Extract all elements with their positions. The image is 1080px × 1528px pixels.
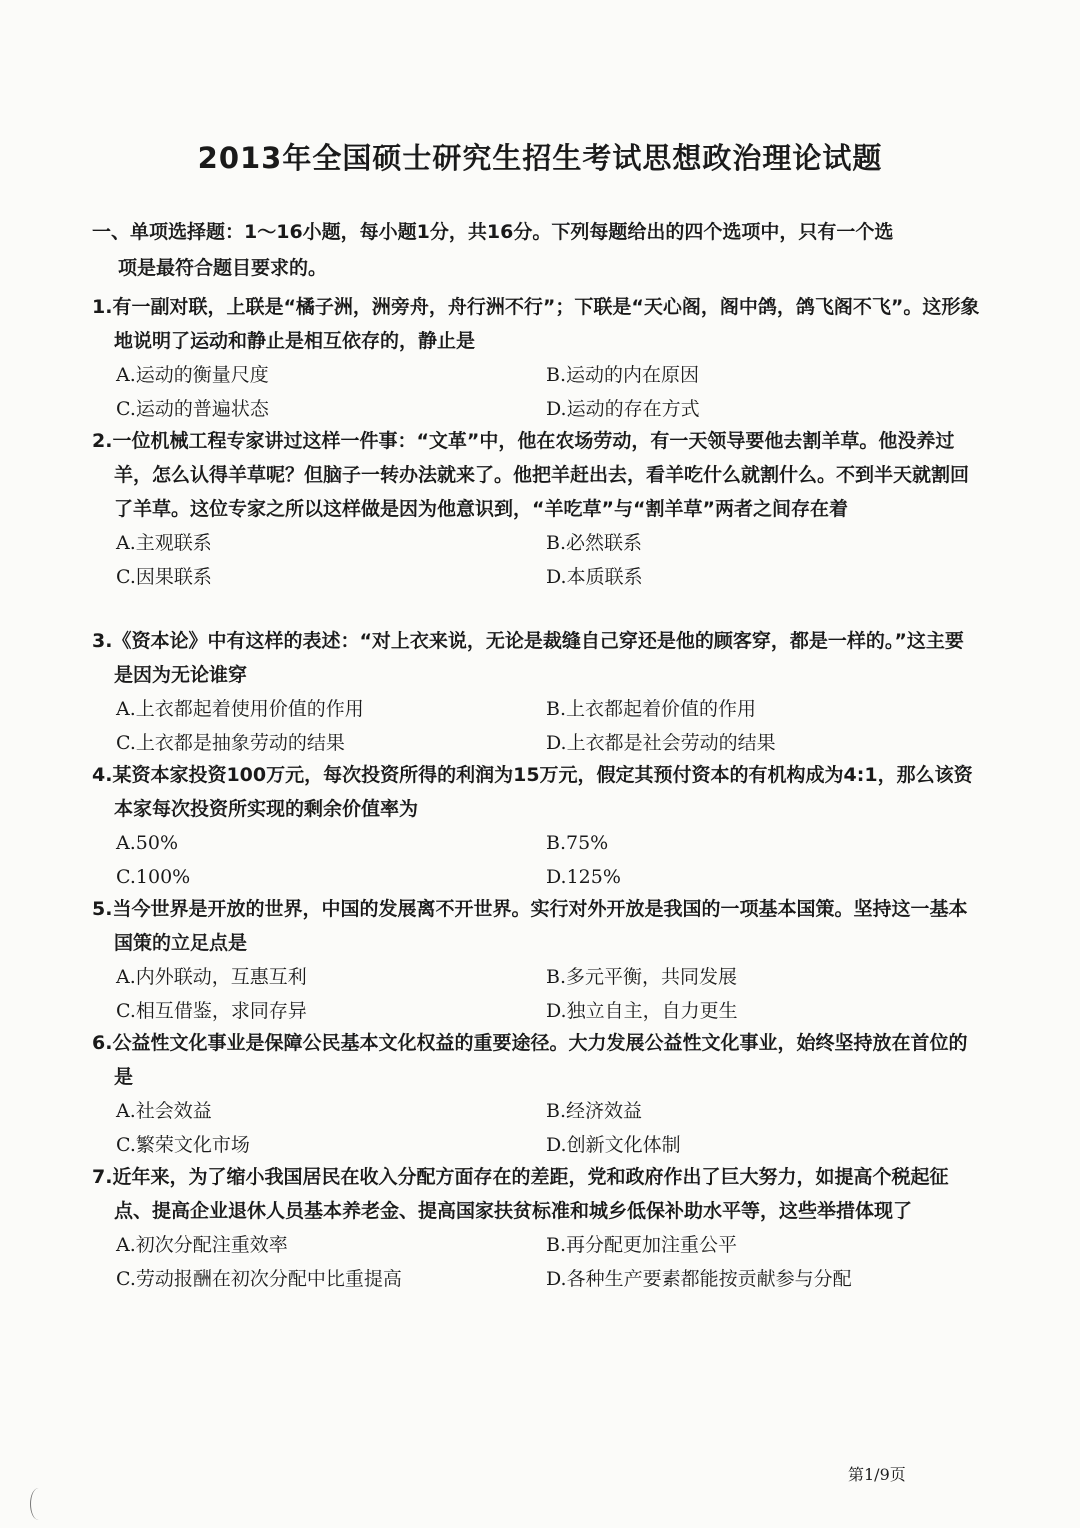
- option-d: D.创新文化体制: [546, 1134, 681, 1156]
- option-a: A.内外联动，互惠互利: [116, 966, 307, 988]
- section-heading-line1: 一、单项选择题：1～16小题，每小题1分，共16分。下列每题给出的四个选项中，只有一个选: [92, 221, 894, 243]
- question-stem: 2.一位机械工程专家讲过这样一件事：“文革”中，他在农场劳动，有一天领导要他去割羊草。他没养过羊，怎么认得羊草呢？但脑子一转办法就来了。他把羊赶出去，看羊吃什么就割什么。不到半天就割回了羊草。这位专家之所以这样做是因为他意识到，“羊吃草”与“割羊草”两者之间存在着: [92, 430, 970, 520]
- question-1: [92, 290, 982, 426]
- question-stem: 1.有一副对联，上联是“橘子洲，洲旁舟，舟行洲不行”；下联是“天心阁，阁中鸽，鸽飞阁不飞”。这形象地说明了运动和静止是相互依存的，静止是: [92, 296, 980, 352]
- option-b: B.75%: [546, 832, 609, 854]
- question-2: [92, 424, 982, 594]
- question-stem: 3.《资本论》中有这样的表述：“对上衣来说，无论是裁缝自己穿还是他的顾客穿，都是一样的。”这主要是因为无论谁穿: [92, 630, 964, 686]
- section-heading: [92, 214, 982, 286]
- option-c: C.运动的普遍状态: [116, 398, 269, 420]
- question-stem: 6.公益性文化事业是保障公民基本文化权益的重要途径。大力发展公益性文化事业，始终坚持放在首位的是: [92, 1032, 968, 1088]
- option-d: D.上衣都是社会劳动的结果: [546, 732, 776, 754]
- question-stem: 5.当今世界是开放的世界，中国的发展离不开世界。实行对外开放是我国的一项基本国策。坚持这一基本国策的立足点是: [92, 898, 968, 954]
- option-c: C.因果联系: [116, 566, 212, 588]
- question-stem: 4.某资本家投资100万元，每次投资所得的利润为15万元，假定其预付资本的有机构成为4:1，那么该资本家每次投资所实现的剩余价值率为: [92, 764, 973, 820]
- option-b: B.多元平衡，共同发展: [546, 966, 738, 988]
- option-d: D.独立自主，自力更生: [546, 1000, 738, 1022]
- option-c: C.上衣都是抽象劳动的结果: [116, 732, 345, 754]
- option-a: A.初次分配注重效率: [116, 1234, 288, 1256]
- option-a: A.运动的衡量尺度: [116, 364, 269, 386]
- option-c: C.相互借鉴，求同存异: [116, 1000, 307, 1022]
- question-5: [92, 892, 982, 1028]
- question-6: [92, 1026, 982, 1162]
- option-d: D.本质联系: [546, 566, 643, 588]
- option-b: B.经济效益: [546, 1100, 643, 1122]
- option-d: D.125%: [546, 866, 621, 888]
- option-d: D.各种生产要素都能按贡献参与分配: [546, 1268, 852, 1290]
- option-c: C.繁荣文化市场: [116, 1134, 250, 1156]
- page-number: 第1/9页: [848, 1465, 906, 1484]
- section-heading-line2: 项是最符合题目要求的。: [118, 257, 328, 279]
- scan-edge-mark: [30, 1488, 47, 1520]
- question-7: [92, 1160, 982, 1296]
- exam-title: 2013年全国硕士研究生招生考试思想政治理论试题: [197, 141, 883, 175]
- option-a: A.50%: [116, 832, 178, 854]
- option-b: B.上衣都起着价值的作用: [546, 698, 757, 720]
- option-d: D.运动的存在方式: [546, 398, 700, 420]
- option-b: B.必然联系: [546, 532, 643, 554]
- option-c: C.100%: [116, 866, 191, 888]
- option-a: A.主观联系: [116, 532, 212, 554]
- option-a: A.上衣都起着使用价值的作用: [116, 698, 364, 720]
- question-4: [92, 758, 982, 894]
- question-3: [92, 624, 982, 760]
- option-b: B.运动的内在原因: [546, 364, 700, 386]
- option-b: B.再分配更加注重公平: [546, 1234, 738, 1256]
- option-c: C.劳动报酬在初次分配中比重提高: [116, 1268, 402, 1290]
- option-a: A.社会效益: [116, 1100, 212, 1122]
- question-stem: 7.近年来，为了缩小我国居民在收入分配方面存在的差距，党和政府作出了巨大努力，如提高个税起征点、提高企业退休人员基本养老金、提高国家扶贫标准和城乡低保补助水平等，这些举措体现了: [92, 1166, 949, 1222]
